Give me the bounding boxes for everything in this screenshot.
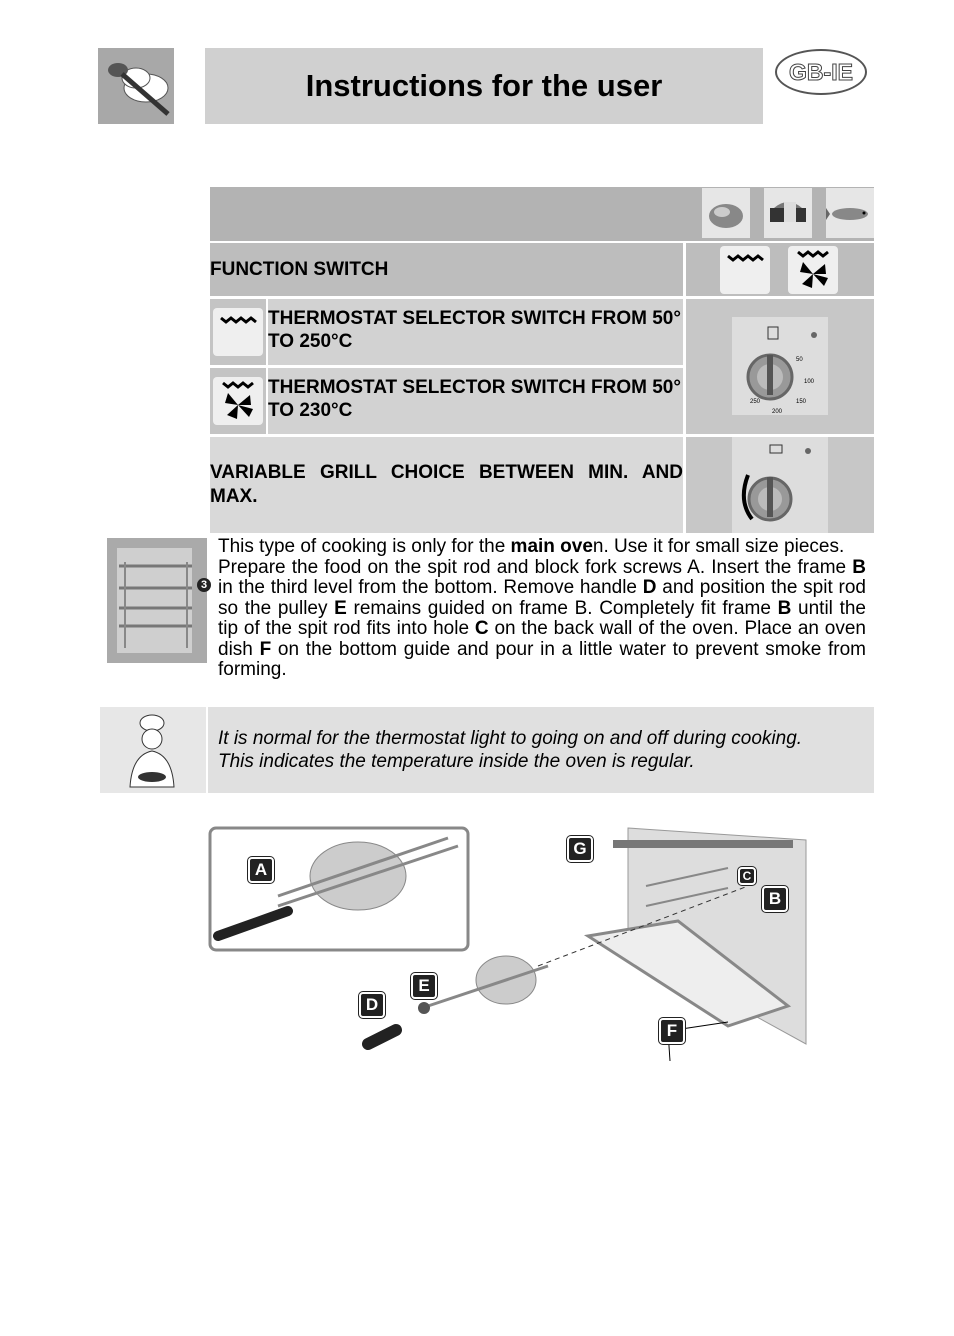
page-title: Instructions for the user	[305, 68, 663, 103]
fan-symbol-row	[210, 368, 266, 434]
bread-icon	[764, 188, 812, 238]
grill-line-2: MAX.	[210, 486, 258, 507]
function-symbols	[686, 243, 874, 296]
grill-line-1: VARIABLE GRILL CHOICE BETWEEN MIN. AND	[210, 462, 683, 483]
chef-logo	[98, 48, 174, 124]
thermostat-knob-panel	[686, 299, 874, 434]
bottom-heat-symbol-row	[210, 299, 266, 365]
thermostat-row-2: THERMOSTAT SELECTOR SWITCH FROM 50° TO 230°C	[268, 368, 683, 434]
label-c: C	[738, 867, 756, 885]
label-d: D	[359, 992, 385, 1018]
svg-text:100: 100	[804, 379, 815, 385]
grill-knob-panel	[686, 437, 874, 533]
label-e: E	[411, 973, 437, 999]
roast-icon	[702, 188, 750, 238]
language-badge: GB-IE	[775, 49, 867, 95]
label-b: B	[762, 886, 788, 912]
note-line-1: It is normal for the thermostat light to going on and off during cooking.	[218, 728, 803, 749]
label-f: F	[659, 1018, 685, 1044]
fan-symbol	[788, 246, 838, 294]
fan-icon	[213, 377, 263, 425]
page-title-bar	[205, 48, 763, 124]
grill-row	[210, 437, 683, 533]
fish-icon	[826, 188, 874, 238]
spit-roast-diagram	[208, 826, 808, 1066]
svg-text:250: 250	[750, 399, 761, 405]
oven-shelves-image	[107, 538, 207, 663]
bottom-heat-symbol	[720, 246, 770, 294]
level-marker: 3	[197, 578, 211, 592]
svg-text:200: 200	[772, 409, 783, 415]
instructions-text: This type of cooking is only for the main oven. Use it for small size pieces. Prepare the food on the spit rod and block fork screws A. Insert the frame B in the third level from the bottom. Remove handle D and position the spit rod so the pulley E remains guided on frame B. Completely fit frame B until the tip of the spit rod fits into hole C on the back wall of the oven. Place an oven dish F on the bottom guide and pour in a little water to prevent smoke from forming.	[218, 536, 866, 680]
label-g: G	[567, 836, 593, 862]
note-line-2: This indicates the temperature inside the oven is regular.	[218, 751, 695, 772]
function-switch-label: FUNCTION SWITCH	[210, 243, 683, 296]
svg-text:50: 50	[796, 357, 803, 363]
chef-note-icon	[100, 707, 208, 793]
bottom-heat-icon	[213, 308, 263, 356]
thermostat-knob-icon	[686, 299, 874, 434]
grill-knob-icon	[686, 437, 874, 533]
label-a: A	[248, 857, 274, 883]
note-text	[218, 727, 858, 773]
spoon-hat-icon	[98, 48, 174, 124]
thermostat-row-1: THERMOSTAT SELECTOR SWITCH FROM 50° TO 250°C	[268, 299, 683, 365]
svg-text:150: 150	[796, 399, 807, 405]
